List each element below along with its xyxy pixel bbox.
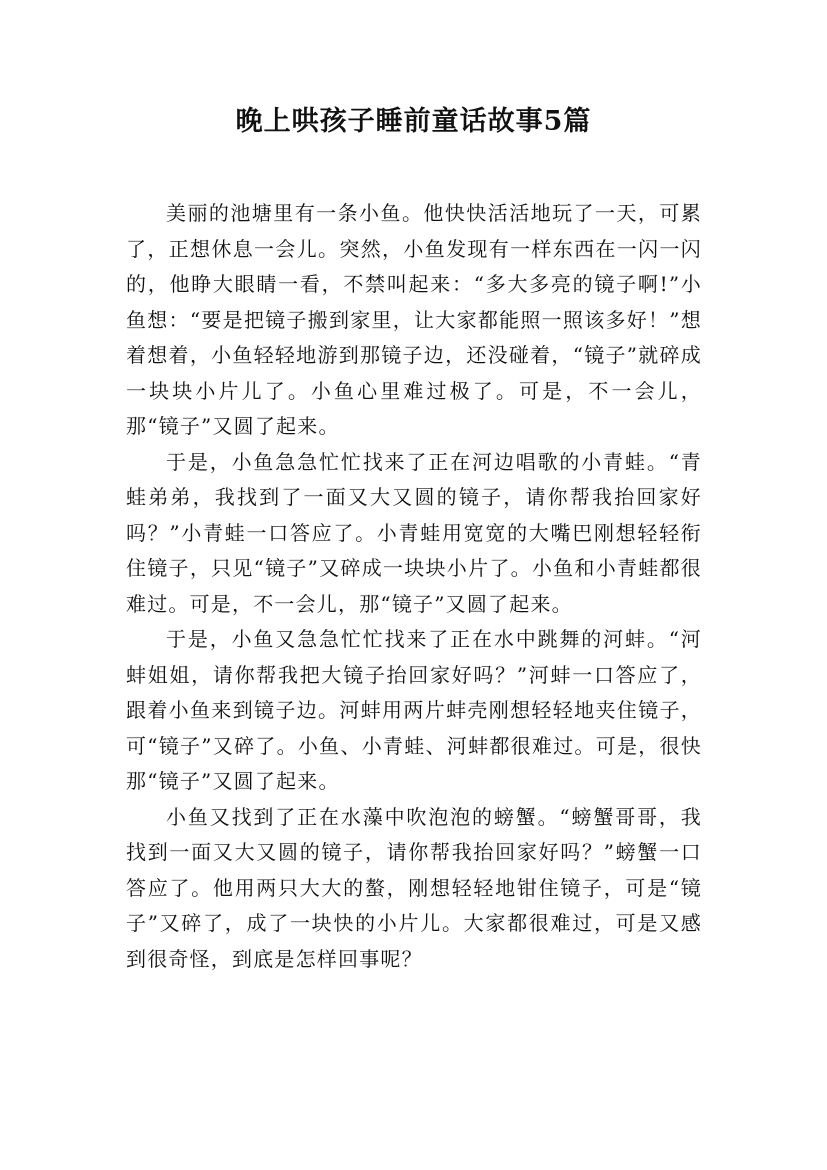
story-paragraph-3: 于是，小鱼又急急忙忙找来了正在水中跳舞的河蚌。“河蚌姐姐，请你帮我把大镜子抬回家好吗？”河蚌一口答应了，跟着小鱼来到镜子边。河蚌用两片蚌壳刚想轻轻地夹住镜子，可“镜子”又碎了。小鱼、小青蛙、河蚌都很难过。可是，很快那“镜子”又圆了起来。 <box>126 627 702 793</box>
story-paragraph-2: 于是，小鱼急急忙忙找来了正在河边唱歌的小青蛙。“青蛙弟弟，我找到了一面又大又圆的镜子，请你帮我抬回家好吗？”小青蛙一口答应了。小青蛙用宽宽的大嘴巴刚想轻轻衔住镜子，只见“镜子”又碎成一块块小片了。小鱼和小青蛙都很难过。可是，不一会儿，那“镜子”又圆了起来。 <box>126 449 702 616</box>
story-paragraph-4: 小鱼又找到了正在水藻中吹泡泡的螃蟹。“螃蟹哥哥，我找到一面又大又圆的镜子，请你帮我抬回家好吗？”螃蟹一口答应了。他用两只大大的螯，刚想轻轻地钳住镜子，可是“镜子”又碎了，成了一块快的小片儿。大家都很难过，可是又感到很奇怪，到底是怎样回事呢？ <box>126 804 702 971</box>
document-title: 晚上哄孩子睡前童话故事5篇 <box>235 106 592 137</box>
story-body <box>126 196 702 977</box>
story-paragraph-1: 美丽的池塘里有一条小鱼。他快快活活地玩了一天，可累了，正想休息一会儿。突然，小鱼发现有一样东西在一闪一闪的，他睁大眼睛一看，不禁叫起来：“多大多亮的镜子啊!”小鱼想：“要是把镜子搬到家里，让大家都能照一照该多好！”想着想着，小鱼轻轻地游到那镜子边，还没碰着，“镜子”就碎成一块块小片儿了。小鱼心里难过极了。可是，不一会儿，那“镜子”又圆了起来。 <box>126 201 702 438</box>
